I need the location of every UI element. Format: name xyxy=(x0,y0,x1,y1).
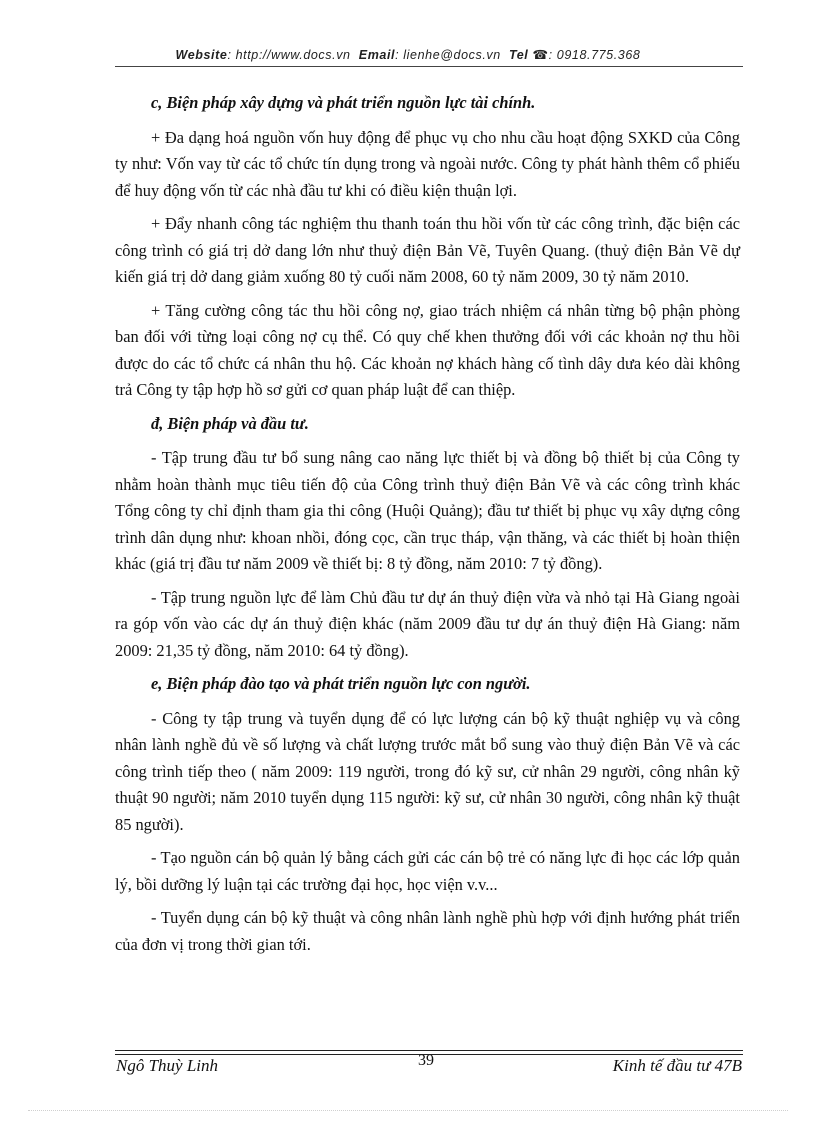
email-value: : lienhe@docs.vn xyxy=(395,48,501,62)
footer-class: Kinh tế đầu tư 47B xyxy=(612,1056,742,1075)
section-heading-investment: đ, Biện pháp và đầu tư. xyxy=(151,413,309,433)
paragraph: - Tập trung đầu tư bổ sung nâng cao năng lực thiết bị và đồng bộ thiết bị của Công ty nhằm hoàn thành mục tiêu tiến độ của Công trình thuỷ điện Bản Vẽ và các công trình khác Tổng công ty chỉ định tham gia thi công (Huội Quảng); đầu tư thiết bị phục vụ xây dựng công trình dân dụng như: khoan nhồi, đóng cọc, cần trục tháp, vận thăng, và các thiết bị hoàn thiện khác (giá trị đầu tư năm 2009 về thiết bị: 8 tỷ đồng, năm 2010: 7 tỷ đồng). xyxy=(115,448,740,573)
paragraph: + Tăng cường công tác thu hồi công nợ, giao trách nhiệm cá nhân từng bộ phận phòng ban đối với từng loại công nợ cụ thể. Có quy chế khen thưởng đối với các khoản nợ thu hồi được do các tổ chức cá nhân thu hộ. Các khoản nợ khách hàng cố tình dây dưa kéo dài không trả Công ty tập hợp hồ sơ gửi cơ quan pháp luật để can thiệp. xyxy=(115,300,740,399)
website-value: : http://www.docs.vn xyxy=(227,48,351,62)
paragraph: - Tạo nguồn cán bộ quản lý bằng cách gửi các cán bộ trẻ có năng lực đi học các lớp quản lý, bồi dưỡng lý luận tại các trường đại học, học viện v.v... xyxy=(115,848,740,894)
footer-rule xyxy=(115,1050,743,1051)
header-rule xyxy=(115,66,743,67)
phone-icon: ☎ xyxy=(532,48,549,62)
footer-author: Ngô Thuỳ Linh xyxy=(116,1056,219,1075)
paragraph: - Tuyển dụng cán bộ kỹ thuật và công nhân lành nghề phù hợp với định hướng phát triển của đơn vị trong thời gian tới. xyxy=(115,908,740,954)
section-heading-human-resources: e, Biện pháp đào tạo và phát triển nguồn lực con người. xyxy=(151,674,531,693)
page-number: 39 xyxy=(418,1052,434,1069)
paragraph: + Đẩy nhanh công tác nghiệm thu thanh toán thu hồi vốn từ các công trình, đặc biện các công trình có giá trị dở dang lớn như thuỷ điện Bản Vẽ, Tuyên Quang. (thuỷ điện Bản Vẽ dự kiến giá trị dở dang giảm xuống 80 tỷ cuối năm 2008, 60 tỷ năm 2009, 30 tỷ năm 2010. xyxy=(115,214,740,286)
paragraph: + Đa dạng hoá nguồn vốn huy động để phục vụ cho nhu cầu hoạt động SXKD của Công ty như: Vốn vay từ các tổ chức tín dụng trong và ngoài nước. Công ty phát hành thêm cổ phiếu để huy động vốn từ các nhà đầu tư khi có điều kiện thuận lợi. xyxy=(115,127,740,200)
tel-label: Tel xyxy=(508,48,529,62)
page-edge xyxy=(28,1110,788,1111)
tel-value: : 0918.775.368 xyxy=(548,48,641,62)
section-heading-finance: c, Biện pháp xây dựng và phát triển nguồn lực tài chính. xyxy=(151,93,536,112)
website-label: Website xyxy=(175,48,228,62)
paragraph: - Tập trung nguồn lực để làm Chủ đầu tư dự án thuỷ điện vừa và nhỏ tại Hà Giang ngoài ra góp vốn vào các dự án thuỷ điện khác (năm 2009 đầu tư dự án thuỷ điện Hà Giang: năm 2009: 21,35 tỷ đồng, năm 2010: 64 tỷ đồng). xyxy=(115,587,740,660)
email-label: Email xyxy=(358,48,396,62)
paragraph: - Công ty tập trung và tuyển dụng để có lực lượng cán bộ kỹ thuật nghiệp vụ và công nhân lành nghề đủ về số lượng và chất lượng trước mắt bổ sung vào thuỷ điện Bản Vẽ và các công trình tiếp theo ( năm 2009: 119 người, trong đó kỹ sư, cử nhân 29 người, công nhân kỹ thuật 90 người; năm 2010 tuyển dụng 115 người: kỹ sư, cử nhân 30 người, công nhân kỹ thuật 85 người). xyxy=(115,708,740,834)
page-header xyxy=(0,47,816,62)
document-body xyxy=(115,90,740,965)
